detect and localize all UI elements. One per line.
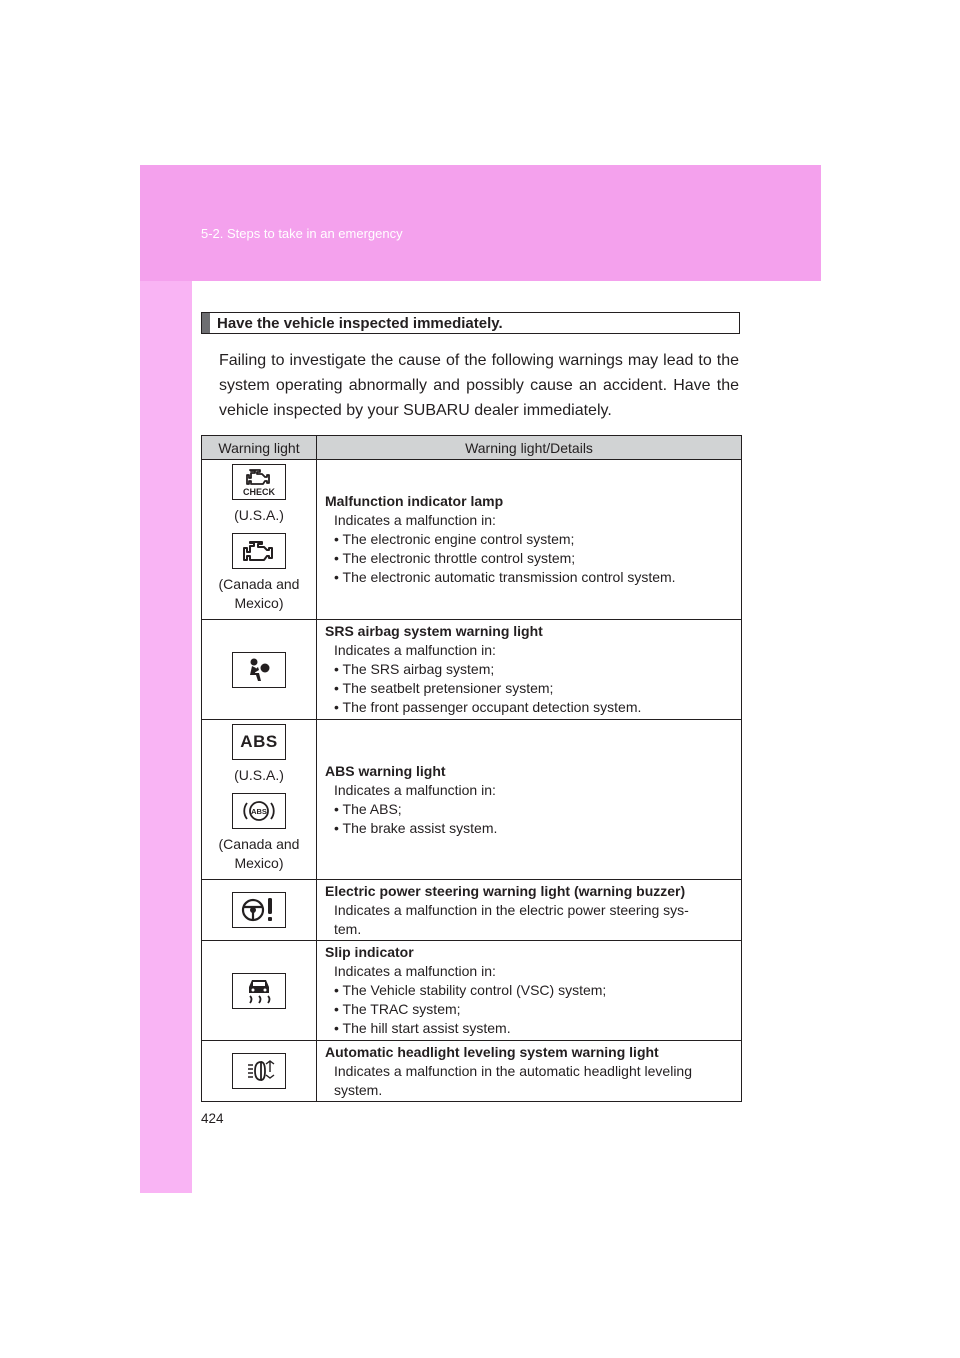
warning-title: Electric power steering warning light (warning buzzer) [325,882,686,899]
warning-title: ABS warning light [325,762,446,779]
icon-cell [202,460,317,620]
detail-line: • The Vehicle stability control (VSC) system; [334,982,607,998]
slip-indicator-icon [232,973,286,1009]
table-row [202,720,742,880]
detail-line: • The electronic automatic transmission control system. [334,569,676,585]
airbag-icon [232,652,286,688]
details-cell [317,620,742,720]
table-row [202,941,742,1041]
icon-cell [202,1041,317,1102]
detail-line: • The SRS airbag system; [334,661,495,677]
detail-line: • The seatbelt pretensioner system; [334,680,554,696]
detail-line: • The front passenger occupant detection system. [334,699,642,715]
detail-line: • The TRAC system; [334,1001,461,1017]
detail-line: • The electronic engine control system; [334,531,575,547]
table-row [202,880,742,941]
section-heading [201,312,740,334]
page-number: 424 [201,1111,224,1126]
detail-line: • The brake assist system. [334,819,498,836]
warning-title: Automatic headlight leveling system warning light [325,1043,659,1060]
svg-text:CHECK: CHECK [242,487,276,497]
detail-line: system. [334,1081,383,1098]
engine-icon [232,533,286,569]
details-cell [317,941,742,1041]
details-cell [317,1041,742,1102]
region-label: (Canada and Mexico) [218,836,300,871]
section-title: Have the vehicle inspected immediately. [217,315,503,332]
details-cell [317,460,742,620]
region-label: (U.S.A.) [234,767,284,783]
icon-cell [202,720,317,880]
detail-line: Indicates a malfunction in: [334,642,496,658]
details-cell [317,720,742,880]
side-tab-band [140,165,192,1193]
detail-line: Indicates a malfunction in: [334,512,496,528]
detail-line: Indicates a malfunction in the automatic headlight leveling [334,1062,692,1079]
headlight-leveling-icon [232,1053,286,1089]
header-band [140,165,821,281]
detail-line: Indicates a malfunction in: [334,781,496,798]
icon-cell [202,880,317,941]
warning-title: Slip indicator [325,944,414,960]
detail-line: • The ABS; [334,800,402,817]
svg-text:ABS: ABS [251,807,267,816]
abs-circle-icon [232,793,286,829]
detail-line: • The electronic throttle control system; [334,550,576,566]
details-cell [317,880,742,941]
icon-cell [202,941,317,1041]
table-row [202,1041,742,1102]
power-steering-icon [232,892,286,928]
intro-paragraph: Failing to investigate the cause of the following warnings may lead to the system operating abnormally and possibly cause an accident. Have the vehicle inspected by your SUBARU dealer immediately. [219,352,739,419]
detail-line: Indicates a malfunction in: [334,963,496,979]
detail-line: • The hill start assist system. [334,1020,511,1036]
section-marker [202,313,210,333]
icon-cell [202,620,317,720]
column-header-warning-light: Warning light [202,436,317,460]
check-engine-icon [232,464,286,500]
warning-lights-table [201,435,742,1102]
table-row [202,460,742,620]
warning-title: SRS airbag system warning light [325,623,543,639]
table-row [202,620,742,720]
abs-text-icon: ABS [232,724,286,760]
detail-line: tem. [334,920,362,937]
region-label: (U.S.A.) [234,507,284,523]
warning-title: Malfunction indicator lamp [325,493,504,509]
breadcrumb: 5-2. Steps to take in an emergency [201,226,403,241]
table-header-row [202,436,742,460]
region-label: (Canada and Mexico) [218,576,300,611]
detail-line: Indicates a malfunction in the electric power steering sys- [334,901,689,918]
column-header-details: Warning light/Details [317,436,742,460]
